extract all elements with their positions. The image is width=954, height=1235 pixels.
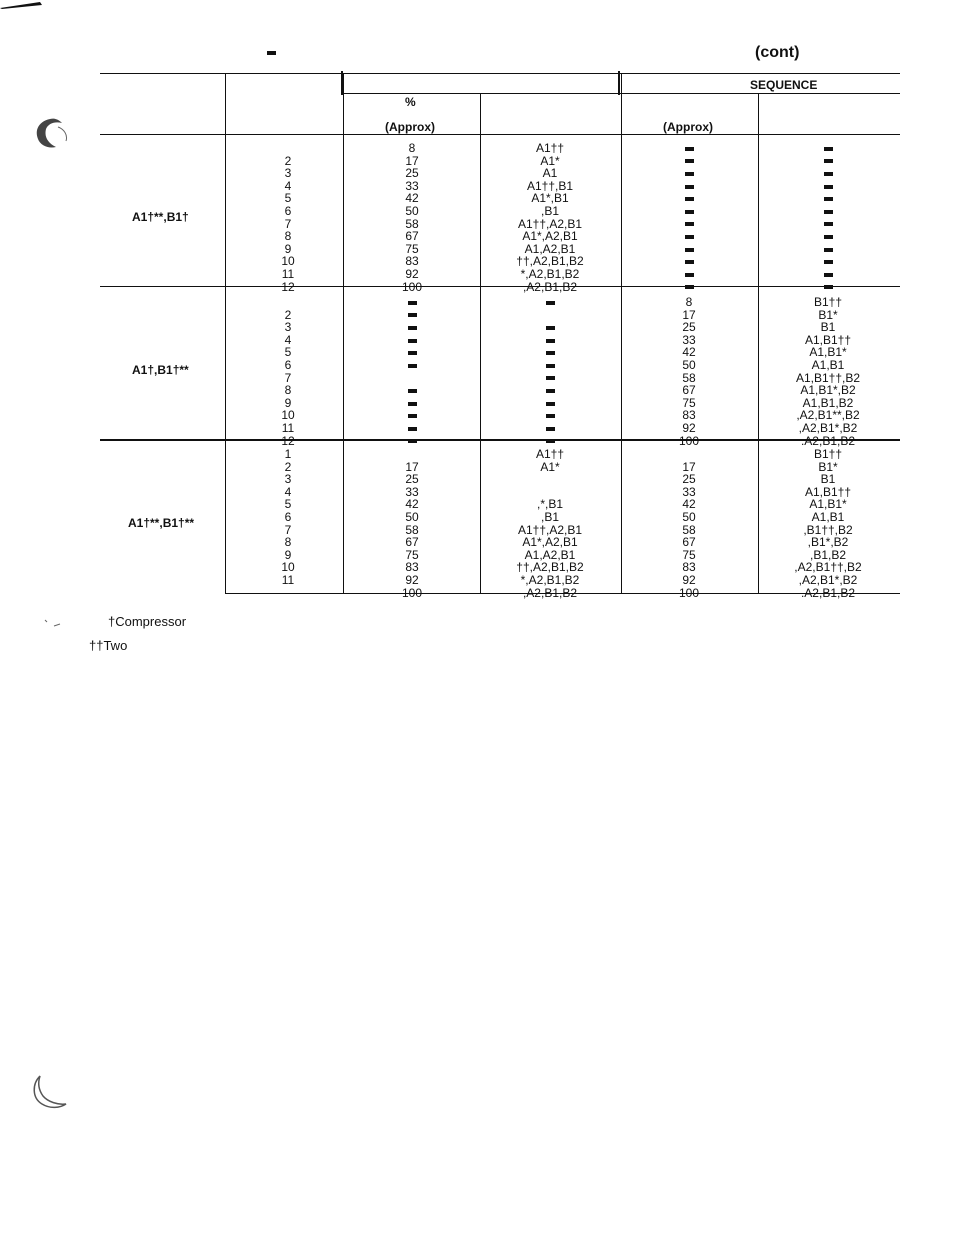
dash-mark bbox=[408, 439, 417, 443]
table-cell-pct-b bbox=[659, 180, 719, 192]
dash-mark bbox=[408, 301, 417, 305]
dash-mark bbox=[408, 326, 417, 330]
table-cell-seq-b: A1,B1††,B2 bbox=[795, 370, 861, 385]
table-cell-seq-a: A1 bbox=[542, 166, 558, 181]
table-cell-seq-a: A1†† bbox=[535, 447, 565, 461]
table-cell-pct-a bbox=[382, 359, 442, 371]
table-cell-steps: 9 bbox=[284, 241, 292, 256]
dash-mark bbox=[685, 260, 694, 264]
table-cell-steps: 2 bbox=[284, 153, 292, 168]
table-cell-pct-b: 100 bbox=[678, 585, 700, 600]
table-cell-steps: 11 bbox=[281, 573, 295, 587]
table-cell-pct-b: 92 bbox=[682, 421, 696, 435]
table-cell-seq-a: ,A2,B1,B2 bbox=[522, 279, 578, 294]
table-cell-seq-b: B1†† bbox=[813, 447, 843, 461]
table-cell-pct-a: 67 bbox=[405, 229, 419, 244]
dash-mark bbox=[546, 389, 555, 393]
col-rule-1 bbox=[225, 73, 226, 594]
table-cell-steps: 12 bbox=[281, 279, 295, 294]
table-cell-steps: 4 bbox=[284, 178, 292, 193]
table-cell-pct-a: 17 bbox=[405, 153, 419, 168]
table-cell-pct-a bbox=[382, 321, 442, 333]
table-cell-pct-b: 8 bbox=[685, 295, 693, 309]
table-cell-seq-b bbox=[768, 192, 888, 204]
table-cell-seq-b bbox=[768, 243, 888, 255]
table-cell-pct-b: 50 bbox=[682, 358, 696, 372]
table-cell-seq-b: A1,B1†† bbox=[804, 332, 852, 347]
col-rule-2 bbox=[343, 73, 344, 594]
table-cell-seq-b bbox=[768, 155, 888, 167]
table-cell-pct-a: 58 bbox=[405, 216, 419, 231]
table-cell-pct-a: 33 bbox=[405, 484, 419, 499]
table-cell-seq-a: ††,A2,B1,B2 bbox=[516, 560, 584, 575]
table-cell-steps: 3 bbox=[284, 166, 292, 181]
dash-mark bbox=[685, 285, 694, 289]
footnote-compressor: †Compressor bbox=[108, 614, 187, 629]
table-cell-seq-a: ,B1 bbox=[540, 204, 559, 218]
table-cell-pct-b: 42 bbox=[682, 497, 696, 512]
table-cell-pct-b bbox=[659, 255, 719, 267]
dash-mark bbox=[408, 414, 417, 418]
table-cell-pct-b: 50 bbox=[682, 510, 696, 524]
table-cell-steps: 1 bbox=[284, 447, 292, 461]
table-cell-steps: 6 bbox=[284, 358, 292, 372]
col-rule-5 bbox=[758, 93, 759, 594]
table-cell-pct-a bbox=[382, 397, 442, 409]
table-cell-pct-b bbox=[659, 268, 719, 280]
dash-mark bbox=[546, 339, 555, 343]
dash-mark bbox=[408, 351, 417, 355]
table-cell-pct-b bbox=[659, 167, 719, 179]
dash-mark bbox=[408, 364, 417, 368]
table-cell-steps: 10 bbox=[281, 408, 295, 423]
table-cell-seq-a bbox=[490, 397, 610, 409]
dash-mark bbox=[824, 210, 833, 214]
table-cell-steps: 6 bbox=[284, 204, 292, 218]
dash-mark bbox=[824, 285, 833, 289]
table-cell-pct-b bbox=[659, 243, 719, 255]
table-cell-steps: 9 bbox=[284, 547, 292, 562]
table-cell-pct-a: 92 bbox=[405, 267, 419, 281]
table-cell-steps: 4 bbox=[284, 484, 292, 499]
table-cell-steps: 8 bbox=[284, 229, 292, 244]
dash-mark bbox=[546, 439, 555, 443]
table-cell-seq-b: B1†† bbox=[813, 295, 843, 309]
table-cell-seq-b bbox=[768, 268, 888, 280]
dash-mark bbox=[824, 222, 833, 226]
dash-mark bbox=[546, 414, 555, 418]
dash-mark bbox=[824, 235, 833, 239]
table-cell-seq-a bbox=[490, 359, 610, 371]
table-cell-seq-b: ,A2,B1*,B2 bbox=[798, 573, 858, 587]
dash-mark bbox=[824, 159, 833, 163]
scan-speck-icon bbox=[40, 612, 70, 632]
dash-mark bbox=[408, 402, 417, 406]
table-cell-pct-b: 17 bbox=[682, 307, 696, 322]
table-cell-steps: 6 bbox=[284, 510, 292, 524]
table-cell-steps: 5 bbox=[284, 191, 292, 206]
table-cell-seq-b: A1,B1†† bbox=[804, 484, 852, 499]
table-cell-seq-a: A1* bbox=[540, 459, 560, 474]
dash-mark bbox=[685, 147, 694, 151]
table-cell-pct-b: 75 bbox=[682, 547, 696, 562]
table-cell-seq-b: A1,B1 bbox=[811, 510, 845, 524]
table-cell-pct-b: 75 bbox=[682, 395, 696, 410]
table-cell-pct-b: 83 bbox=[682, 408, 696, 423]
dash-mark bbox=[546, 301, 555, 305]
table-cell-seq-a: *,A2,B1,B2 bbox=[520, 573, 580, 587]
table-cell-pct-a bbox=[382, 334, 442, 346]
table-cell-seq-a: ,B1 bbox=[540, 510, 559, 524]
col-rule-3 bbox=[480, 93, 481, 594]
table-cell-seq-a bbox=[490, 409, 610, 421]
sequence-header: SEQUENCE bbox=[750, 78, 818, 92]
table-cell-steps: 2 bbox=[284, 459, 292, 474]
table-cell-seq-a: A1* bbox=[540, 153, 560, 168]
group-label-1: A1†**,B1† bbox=[132, 210, 189, 224]
dash-mark bbox=[824, 273, 833, 277]
table-cell-pct-b: 100 bbox=[678, 433, 700, 448]
dash-mark bbox=[408, 389, 417, 393]
table-cell-seq-a bbox=[490, 372, 610, 384]
table-cell-pct-b bbox=[659, 142, 719, 154]
dash-mark bbox=[408, 427, 417, 431]
header-bottom-rule bbox=[100, 134, 900, 135]
table-cell-steps: 10 bbox=[281, 560, 295, 575]
dash-mark bbox=[685, 210, 694, 214]
table-cell-pct-a: 83 bbox=[405, 254, 419, 269]
table-cell-steps: 11 bbox=[281, 267, 295, 281]
dash-mark bbox=[685, 248, 694, 252]
table-cell-steps: 4 bbox=[284, 332, 292, 347]
table-cell-pct-b bbox=[659, 205, 719, 217]
table-cell-seq-b bbox=[768, 255, 888, 267]
table-cell-pct-a: 8 bbox=[408, 141, 416, 155]
table-cell-seq-b: ,A2,B1*,B2 bbox=[798, 421, 858, 435]
table-cell-steps: 9 bbox=[284, 395, 292, 410]
table-cell-pct-a: 50 bbox=[405, 204, 419, 218]
table-cell-seq-b: A1,B1 bbox=[811, 358, 845, 372]
table-cell-steps: 7 bbox=[284, 370, 292, 385]
table-cell-pct-b bbox=[659, 155, 719, 167]
punch-hole-bottom-icon bbox=[28, 1072, 73, 1117]
table-cell-pct-b: 67 bbox=[682, 535, 696, 550]
table-cell-seq-a: *,A2,B1,B2 bbox=[520, 267, 580, 281]
table-cell-seq-b: B1* bbox=[818, 459, 838, 474]
table-cell-pct-b: 25 bbox=[682, 320, 696, 335]
table-cell-seq-b: ,B1††,B2 bbox=[803, 522, 853, 537]
table-cell-seq-a bbox=[490, 321, 610, 333]
percent-header: % bbox=[405, 95, 416, 109]
punch-hole-icon bbox=[30, 115, 75, 155]
table-cell-seq-b: .A2,B1,B2 bbox=[800, 433, 856, 448]
table-cell-pct-b: 42 bbox=[682, 345, 696, 360]
table-cell-pct-a: 17 bbox=[405, 459, 419, 474]
table-cell-steps: 7 bbox=[284, 522, 292, 537]
table-cell-seq-a bbox=[490, 435, 610, 447]
table-cell-seq-b bbox=[768, 281, 888, 293]
table-cell-seq-a: ,A2,B1,B2 bbox=[522, 585, 578, 600]
table-cell-seq-b: A1,B1* bbox=[809, 345, 847, 360]
table-cell-steps: 3 bbox=[284, 472, 292, 487]
dash-mark bbox=[546, 351, 555, 355]
table-cell-steps: 11 bbox=[281, 421, 295, 435]
table-cell-pct-a: 42 bbox=[405, 191, 419, 206]
dash-mark bbox=[824, 147, 833, 151]
table-cell-pct-b bbox=[659, 230, 719, 242]
table-top-rule bbox=[100, 73, 900, 74]
table-cell-seq-b bbox=[768, 218, 888, 230]
table-cell-steps: 8 bbox=[284, 383, 292, 398]
table-cell-seq-b: ,A2,B1**,B2 bbox=[796, 408, 860, 423]
table-cell-seq-a: A1*,B1 bbox=[531, 191, 569, 206]
table-cell-steps: 10 bbox=[281, 254, 295, 269]
table-cell-pct-a: 25 bbox=[405, 166, 419, 181]
table-cell-seq-a: A1*,A2,B1 bbox=[522, 229, 578, 244]
table-cell-pct-a: 100 bbox=[401, 279, 423, 294]
approx-header-right: (Approx) bbox=[663, 120, 713, 134]
table-cell-steps: 8 bbox=[284, 535, 292, 550]
dash-mark bbox=[685, 222, 694, 226]
table-cell-seq-b: A1,B1,B2 bbox=[802, 395, 854, 410]
dash-mark bbox=[546, 376, 555, 380]
table-cell-seq-b: A1,B1*,B2 bbox=[800, 383, 856, 398]
dash-mark bbox=[824, 260, 833, 264]
table-cell-pct-a: 25 bbox=[405, 472, 419, 487]
table-cell-pct-b bbox=[659, 218, 719, 230]
group-label-3: A1†**,B1†** bbox=[128, 516, 195, 530]
table-cell-pct-a bbox=[382, 346, 442, 358]
dash-mark bbox=[685, 273, 694, 277]
table-cell-seq-b bbox=[768, 205, 888, 217]
table-cell-seq-b bbox=[768, 230, 888, 242]
dash-mark bbox=[824, 185, 833, 189]
col-tick-2 bbox=[618, 71, 620, 95]
table-cell-pct-a bbox=[382, 384, 442, 396]
group-label-2: A1†,B1†** bbox=[132, 363, 189, 377]
footnote-two: ††Two bbox=[89, 638, 128, 653]
table-cell-seq-a: A1††,A2,B1 bbox=[517, 522, 583, 537]
table-cell-pct-a: 50 bbox=[405, 510, 419, 524]
dash-mark bbox=[685, 235, 694, 239]
table-cell-seq-a: ,*,B1 bbox=[536, 497, 563, 512]
table-cell-seq-a: A1*,A2,B1 bbox=[522, 535, 578, 550]
table-cell-pct-b: 92 bbox=[682, 573, 696, 587]
table-cell-pct-b: 58 bbox=[682, 522, 696, 537]
table-cell-seq-b: B1* bbox=[818, 307, 838, 322]
table-cell-steps: 3 bbox=[284, 320, 292, 335]
table-cell-pct-a bbox=[382, 409, 442, 421]
table-cell-seq-a bbox=[490, 384, 610, 396]
table-cell-steps: 2 bbox=[284, 307, 292, 322]
table-cell-steps: 5 bbox=[284, 345, 292, 360]
table-cell-seq-a: A1,A2,B1 bbox=[524, 547, 576, 562]
table-cell-seq-a bbox=[490, 346, 610, 358]
table-cell-pct-a: 75 bbox=[405, 547, 419, 562]
table-cell-seq-b: .A2,B1,B2 bbox=[800, 585, 856, 600]
dash-mark bbox=[546, 427, 555, 431]
table-cell-steps: 5 bbox=[284, 497, 292, 512]
table-cell-seq-b bbox=[768, 180, 888, 192]
dash-mark bbox=[546, 326, 555, 330]
scan-mark-top bbox=[0, 0, 60, 10]
table-cell-pct-a: 42 bbox=[405, 497, 419, 512]
title-dash bbox=[267, 44, 276, 62]
dash-mark bbox=[685, 185, 694, 189]
table-cell-steps: 7 bbox=[284, 216, 292, 231]
table-cell-pct-a: 58 bbox=[405, 522, 419, 537]
table-cell-seq-a: A1†† bbox=[535, 141, 565, 155]
dash-mark bbox=[685, 159, 694, 163]
table-cell-seq-b: B1 bbox=[820, 320, 836, 335]
table-cell-seq-b: ,B1*,B2 bbox=[807, 535, 849, 550]
col-tick-1 bbox=[341, 71, 343, 95]
table-cell-seq-a: A1††,B1 bbox=[526, 178, 574, 193]
dash-mark bbox=[824, 197, 833, 201]
dash-mark bbox=[824, 248, 833, 252]
table-cell-pct-b: 58 bbox=[682, 370, 696, 385]
dash-mark bbox=[685, 197, 694, 201]
table-cell-seq-a: A1,A2,B1 bbox=[524, 241, 576, 256]
title-cont: (cont) bbox=[755, 44, 800, 61]
table-cell-pct-a: 75 bbox=[405, 241, 419, 256]
col-rule-4 bbox=[621, 73, 622, 594]
table-cell-pct-a: 33 bbox=[405, 178, 419, 193]
table-cell-seq-b: A1,B1* bbox=[809, 497, 847, 512]
table-cell-pct-a bbox=[382, 435, 442, 447]
table-cell-pct-b: 17 bbox=[682, 459, 696, 474]
table-cell-seq-a bbox=[490, 296, 610, 308]
dash-mark bbox=[685, 172, 694, 176]
dash-mark bbox=[408, 313, 417, 317]
dash-mark bbox=[546, 364, 555, 368]
dash-mark bbox=[408, 339, 417, 343]
table-cell-pct-b: 25 bbox=[682, 472, 696, 487]
table-cell-pct-a bbox=[382, 309, 442, 321]
table-cell-seq-b bbox=[768, 142, 888, 154]
table-cell-pct-b: 33 bbox=[682, 332, 696, 347]
table-cell-pct-b bbox=[659, 281, 719, 293]
table-cell-seq-a: ††,A2,B1,B2 bbox=[516, 254, 584, 269]
table-cell-pct-b: 67 bbox=[682, 383, 696, 398]
table-cell-seq-b: B1 bbox=[820, 472, 836, 487]
table-cell-seq-a bbox=[490, 422, 610, 434]
table-cell-pct-a: 92 bbox=[405, 573, 419, 587]
table-cell-seq-b: ,B1,B2 bbox=[809, 547, 847, 562]
table-cell-seq-a: A1††,A2,B1 bbox=[517, 216, 583, 231]
dash-mark bbox=[546, 402, 555, 406]
table-cell-pct-a: 67 bbox=[405, 535, 419, 550]
table-cell-pct-b bbox=[659, 192, 719, 204]
table-cell-pct-a: 83 bbox=[405, 560, 419, 575]
table-cell-seq-b: ,A2,B1††,B2 bbox=[794, 560, 862, 575]
table-cell-seq-a bbox=[490, 334, 610, 346]
dash-mark bbox=[824, 172, 833, 176]
table-cell-pct-a: 100 bbox=[401, 585, 423, 600]
table-cell-pct-b: 33 bbox=[682, 484, 696, 499]
table-cell-seq-b bbox=[768, 167, 888, 179]
table-cell-pct-a bbox=[382, 296, 442, 308]
table-cell-steps: 12 bbox=[281, 433, 295, 448]
approx-header-left: (Approx) bbox=[385, 120, 435, 134]
table-cell-pct-a bbox=[382, 422, 442, 434]
table-cell-pct-b: 83 bbox=[682, 560, 696, 575]
